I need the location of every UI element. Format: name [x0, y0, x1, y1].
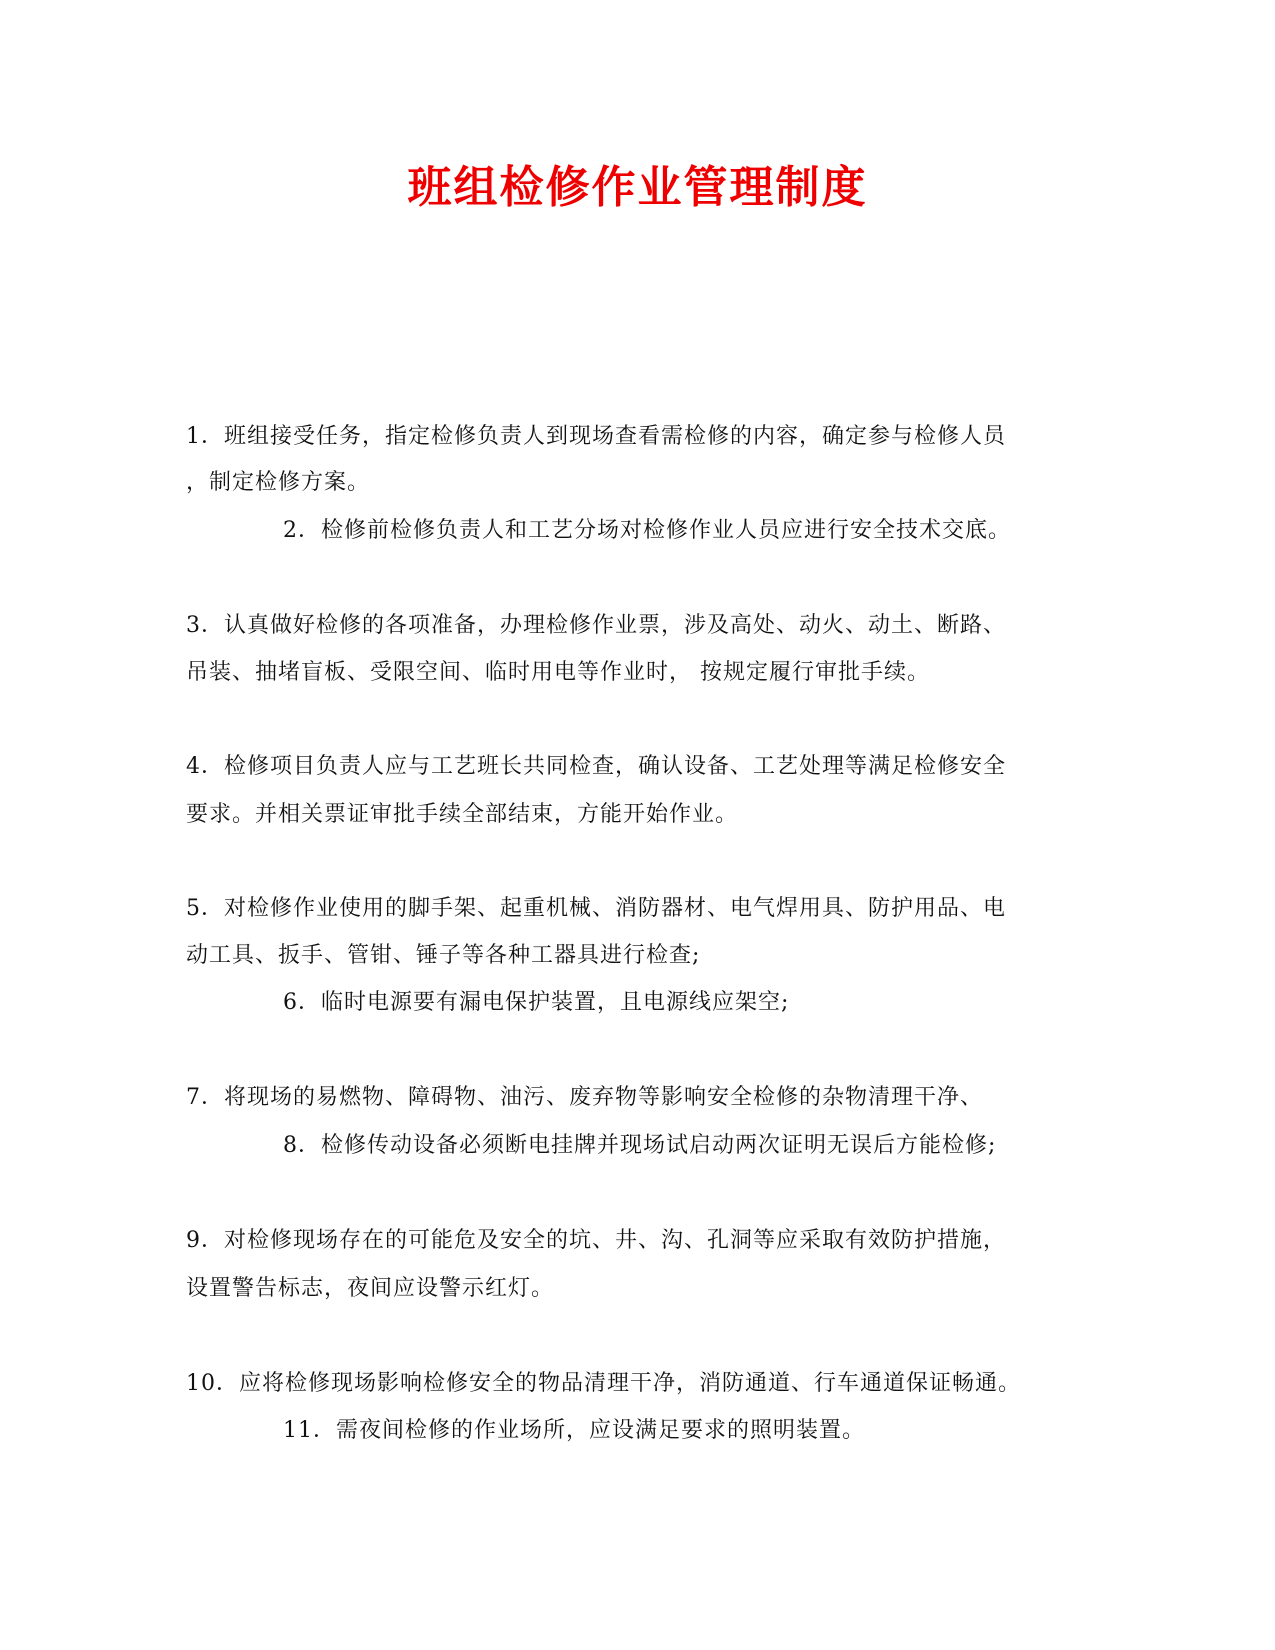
item-7: 7．将现场的易燃物、障碍物、油污、废弃物等影响安全检修的杂物清理干净、: [186, 1085, 983, 1110]
item-6: 6．临时电源要有漏电保护装置，且电源线应架空;: [283, 990, 790, 1015]
item-2: 2．检修前检修负责人和工艺分场对检修作业人员应进行安全技术交底。: [283, 518, 1011, 543]
item-8: 8．检修传动设备必须断电挂牌并现场试启动两次证明无误后方能检修;: [283, 1133, 997, 1158]
item-11: 11．需夜间检修的作业场所，应设满足要求的照明装置。: [283, 1418, 865, 1443]
item-9-line-2: 设置警告标志，夜间应设警示红灯。: [186, 1276, 555, 1301]
document-title: 班组检修作业管理制度: [407, 162, 868, 213]
item-4-line-2: 要求。并相关票证审批手续全部结束，方能开始作业。: [186, 802, 739, 827]
item-3-line-2: 吊装、抽堵盲板、受限空间、临时用电等作业时， 按规定履行审批手续。: [186, 660, 930, 685]
item-5-line-1: 5．对检修作业使用的脚手架、起重机械、消防器材、电气焊用具、防护用品、电: [186, 896, 1006, 921]
item-3-line-1: 3．认真做好检修的各项准备，办理检修作业票，涉及高处、动火、动土、断路、: [186, 613, 1006, 638]
item-4-line-1: 4．检修项目负责人应与工艺班长共同检查，确认设备、工艺处理等满足检修安全: [186, 754, 1006, 779]
item-1-line-2: ，制定检修方案。: [186, 470, 371, 495]
item-1-line-1: 1．班组接受任务，指定检修负责人到现场查看需检修的内容，确定参与检修人员: [186, 424, 1006, 449]
item-10: 10．应将检修现场影响检修安全的物品清理干净，消防通道、行车通道保证畅通。: [186, 1371, 1021, 1396]
item-5-line-2: 动工具、扳手、管钳、锤子等各种工器具进行检查;: [186, 943, 701, 968]
item-9-line-1: 9．对检修现场存在的可能危及安全的坑、井、沟、孔洞等应采取有效防护措施，: [186, 1228, 1006, 1253]
